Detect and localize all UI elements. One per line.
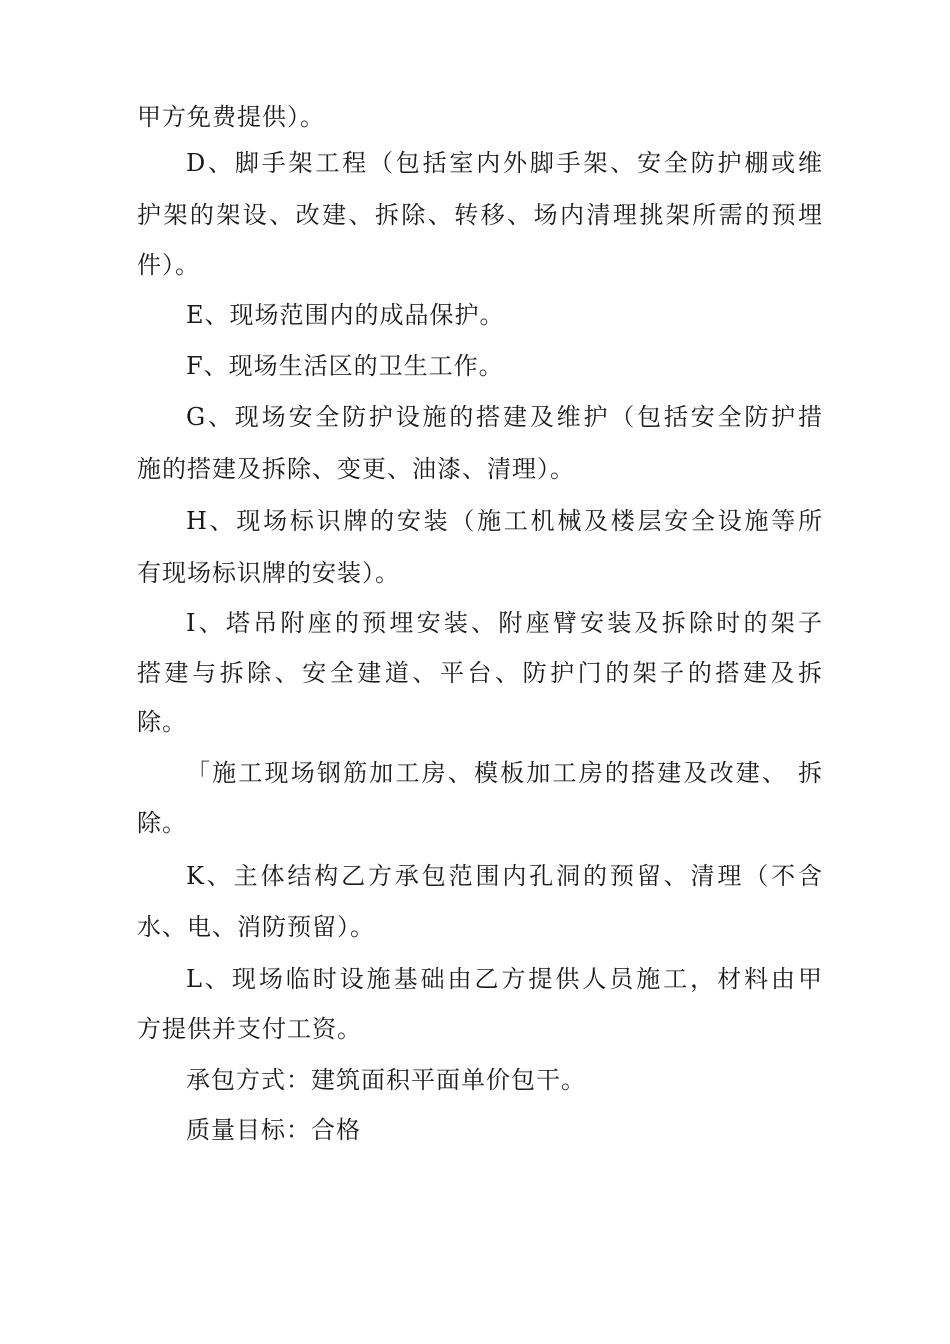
text-line: 承包方式：建筑面积平面单价包干。 <box>186 1066 586 1094</box>
text-line: 甲方免费提供）。 <box>137 103 325 131</box>
text-line: 有现场标识牌的安装）。 <box>137 559 400 587</box>
paragraph-i-line-2 <box>0 653 950 693</box>
paragraph-j-line-1 <box>0 753 950 793</box>
paragraph-l-line-1 <box>0 959 950 999</box>
paragraph-j-line-2 <box>0 803 950 843</box>
paragraph-d-line-2 <box>0 195 950 235</box>
text-line: H、现场标识牌的安装（施工机械及楼层安全设施等所 <box>186 507 823 535</box>
paragraph-i-line-1 <box>0 603 950 643</box>
text-line: 护架的架设、改建、拆除、转移、场内清理挑架所需的预埋 <box>137 201 823 229</box>
contract-method-line <box>0 1060 950 1100</box>
text-line: 方提供并支付工资。 <box>137 1015 362 1043</box>
paragraph-d-line-3 <box>0 245 950 285</box>
paragraph-f-line-1 <box>0 346 950 386</box>
text-line: 搭建与拆除、安全建道、平台、防护门的架子的搭建及拆 <box>137 659 823 687</box>
text-line: 质量目标：合格 <box>186 1116 361 1144</box>
text-line: 水、电、消防预留）。 <box>137 913 375 941</box>
text-line: K、主体结构乙方承包范围内孔洞的预留、清理（不含 <box>186 862 823 890</box>
text-line: D、脚手架工程（包括室内外脚手架、安全防护棚或维 <box>186 149 823 177</box>
paragraph-k-line-2 <box>0 907 950 947</box>
text-line: E、现场范围内的成品保护。 <box>186 301 505 329</box>
text-line: F、现场生活区的卫生工作。 <box>186 352 504 380</box>
quality-target-line <box>0 1110 950 1150</box>
text-line: 除。 <box>137 809 187 837</box>
paragraph-k-line-1 <box>0 856 950 896</box>
paragraph-l-line-2 <box>0 1009 950 1049</box>
paragraph-g-line-1 <box>0 397 950 437</box>
paragraph-d-line-1 <box>0 143 950 183</box>
text-line: 「施工现场钢筋加工房、模板加工房的搭建及改建、 拆 <box>186 759 823 787</box>
paragraph-g-line-2 <box>0 449 950 489</box>
paragraph-h-line-1 <box>0 501 950 541</box>
paragraph-e-line-1 <box>0 295 950 335</box>
text-line: I、塔吊附座的预埋安装、附座臂安装及拆除时的架子 <box>186 609 823 637</box>
paragraph-h-line-2 <box>0 553 950 593</box>
text-line: 施的搭建及拆除、变更、油漆、清理）。 <box>137 455 575 483</box>
text-line: G、现场安全防护设施的搭建及维护（包括安全防护措 <box>186 403 823 431</box>
text-line: L、现场临时设施基础由乙方提供人员施工，材料由甲 <box>186 965 823 993</box>
paragraph-continuation-line <box>0 97 950 137</box>
paragraph-i-line-3 <box>0 702 950 742</box>
text-line: 件）。 <box>137 251 200 279</box>
text-line: 除。 <box>137 708 187 736</box>
